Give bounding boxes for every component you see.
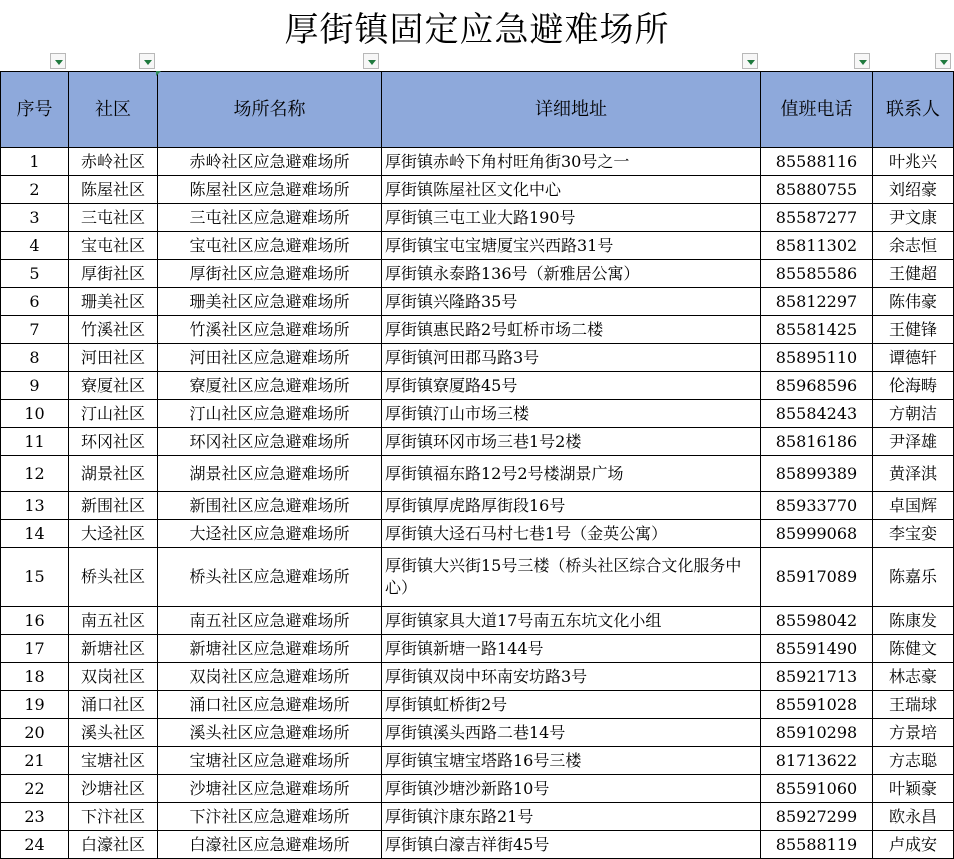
cell-site-name[interactable]: 宝塘社区应急避难场所 (158, 747, 382, 775)
cell-address[interactable]: 厚街镇陈屋社区文化中心 (382, 176, 761, 204)
cell-contact[interactable]: 尹泽雄 (873, 428, 954, 456)
cell-community[interactable]: 新塘社区 (69, 635, 158, 663)
cell-contact[interactable]: 谭德轩 (873, 344, 954, 372)
table-header-row (1, 72, 954, 148)
cell-index[interactable]: 18 (1, 663, 69, 691)
cell-site-name[interactable]: 赤岭社区应急避难场所 (158, 148, 382, 176)
cell-community[interactable]: 厚街社区 (69, 260, 158, 288)
cell-community[interactable]: 涌口社区 (69, 691, 158, 719)
cell-site-name[interactable]: 环冈社区应急避难场所 (158, 428, 382, 456)
cell-contact[interactable]: 叶颖豪 (873, 775, 954, 803)
col-header-site-name[interactable]: 场所名称 (158, 72, 382, 148)
cell-index[interactable]: 7 (1, 316, 69, 344)
cell-phone[interactable]: 85816186 (761, 428, 873, 456)
cell-contact[interactable]: 王健锋 (873, 316, 954, 344)
cell-site-name[interactable]: 陈屋社区应急避难场所 (158, 176, 382, 204)
cell-site-name[interactable]: 南五社区应急避难场所 (158, 607, 382, 635)
cell-phone[interactable]: 85588119 (761, 831, 873, 859)
table-row (1, 260, 954, 288)
filter-dropdown-icon-col2[interactable] (139, 53, 155, 69)
cell-address[interactable]: 厚街镇家具大道17号南五东坑文化小组 (382, 607, 761, 635)
cell-index[interactable]: 23 (1, 803, 69, 831)
col-header-community[interactable]: 社区 (69, 72, 158, 148)
table-row (1, 607, 954, 635)
table-row (1, 316, 954, 344)
table-row (1, 548, 954, 607)
cell-contact[interactable]: 方景培 (873, 719, 954, 747)
cell-phone[interactable]: 85585586 (761, 260, 873, 288)
cell-contact[interactable]: 陈嘉乐 (873, 548, 954, 607)
table-row (1, 204, 954, 232)
cell-index[interactable]: 17 (1, 635, 69, 663)
cell-community[interactable]: 新围社区 (69, 492, 158, 520)
cell-site-name[interactable]: 厚街社区应急避难场所 (158, 260, 382, 288)
cell-contact[interactable]: 卢成安 (873, 831, 954, 859)
cell-contact[interactable]: 欧永昌 (873, 803, 954, 831)
cell-community[interactable]: 白濠社区 (69, 831, 158, 859)
cell-phone[interactable]: 85927299 (761, 803, 873, 831)
cell-index[interactable]: 14 (1, 520, 69, 548)
cell-site-name[interactable]: 珊美社区应急避难场所 (158, 288, 382, 316)
cell-community[interactable]: 溪头社区 (69, 719, 158, 747)
cell-site-name[interactable]: 三屯社区应急避难场所 (158, 204, 382, 232)
cell-comment-marker (156, 71, 161, 76)
cell-community[interactable]: 河田社区 (69, 344, 158, 372)
shelter-table (0, 71, 954, 859)
table-row (1, 148, 954, 176)
cell-phone[interactable]: 85591028 (761, 691, 873, 719)
filter-dropdown-icon-col5[interactable] (854, 53, 870, 69)
cell-phone[interactable]: 85968596 (761, 372, 873, 400)
cell-address[interactable]: 厚街镇厚虎路厚街段16号 (382, 492, 761, 520)
cell-site-name[interactable]: 新围社区应急避难场所 (158, 492, 382, 520)
cell-phone[interactable]: 85812297 (761, 288, 873, 316)
table-row (1, 803, 954, 831)
cell-address[interactable]: 厚街镇河田郡马路3号 (382, 344, 761, 372)
cell-index[interactable]: 13 (1, 492, 69, 520)
cell-index[interactable]: 20 (1, 719, 69, 747)
cell-index[interactable]: 12 (1, 456, 69, 492)
cell-index[interactable]: 3 (1, 204, 69, 232)
cell-site-name[interactable]: 下汴社区应急避难场所 (158, 803, 382, 831)
cell-community[interactable]: 汀山社区 (69, 400, 158, 428)
cell-address[interactable]: 厚街镇汴康东路21号 (382, 803, 761, 831)
table-row (1, 775, 954, 803)
cell-contact[interactable]: 王健超 (873, 260, 954, 288)
cell-site-name[interactable]: 涌口社区应急避难场所 (158, 691, 382, 719)
cell-phone[interactable]: 85921713 (761, 663, 873, 691)
cell-index[interactable]: 6 (1, 288, 69, 316)
cell-index[interactable]: 15 (1, 548, 69, 607)
table-row (1, 520, 954, 548)
cell-site-name[interactable]: 大迳社区应急避难场所 (158, 520, 382, 548)
table-row (1, 635, 954, 663)
table-row (1, 747, 954, 775)
cell-phone[interactable]: 85588116 (761, 148, 873, 176)
cell-contact[interactable]: 李宝娈 (873, 520, 954, 548)
cell-community[interactable]: 桥头社区 (69, 548, 158, 607)
cell-phone[interactable]: 85910298 (761, 719, 873, 747)
cell-site-name[interactable]: 溪头社区应急避难场所 (158, 719, 382, 747)
cell-address[interactable]: 厚街镇三屯工业大路190号 (382, 204, 761, 232)
table-row (1, 428, 954, 456)
cell-index[interactable]: 11 (1, 428, 69, 456)
cell-phone[interactable]: 85591060 (761, 775, 873, 803)
table-row (1, 372, 954, 400)
table-row (1, 663, 954, 691)
cell-contact[interactable]: 伦海畴 (873, 372, 954, 400)
cell-contact[interactable]: 叶兆兴 (873, 148, 954, 176)
cell-phone[interactable]: 85587277 (761, 204, 873, 232)
cell-site-name[interactable]: 宝屯社区应急避难场所 (158, 232, 382, 260)
cell-site-name[interactable]: 桥头社区应急避难场所 (158, 548, 382, 607)
filter-row (0, 52, 954, 71)
cell-contact[interactable]: 刘绍豪 (873, 176, 954, 204)
cell-address[interactable]: 厚街镇赤岭下角村旺角街30号之一 (382, 148, 761, 176)
col-header-index[interactable]: 序号 (1, 72, 69, 148)
cell-contact[interactable]: 方志聪 (873, 747, 954, 775)
col-header-address[interactable]: 详细地址 (382, 72, 761, 148)
sheet-title: 厚街镇固定应急避难场所 (284, 9, 670, 50)
filter-dropdown-icon-col6[interactable] (935, 53, 951, 69)
cell-community[interactable]: 宝屯社区 (69, 232, 158, 260)
cell-address[interactable]: 厚街镇新塘一路144号 (382, 635, 761, 663)
cell-phone[interactable]: 85584243 (761, 400, 873, 428)
table-row (1, 831, 954, 859)
cell-address[interactable]: 厚街镇环冈市场三巷1号2楼 (382, 428, 761, 456)
cell-address[interactable]: 厚街镇白濠吉祥街45号 (382, 831, 761, 859)
cell-index[interactable]: 8 (1, 344, 69, 372)
table-row (1, 691, 954, 719)
cell-address[interactable]: 厚街镇永泰路136号（新雅居公寓） (382, 260, 761, 288)
cell-community[interactable]: 环冈社区 (69, 428, 158, 456)
cell-community[interactable]: 陈屋社区 (69, 176, 158, 204)
cell-address[interactable]: 厚街镇寮厦路45号 (382, 372, 761, 400)
cell-contact[interactable]: 陈康发 (873, 607, 954, 635)
cell-community[interactable]: 南五社区 (69, 607, 158, 635)
cell-address[interactable]: 厚街镇惠民路2号虹桥市场二楼 (382, 316, 761, 344)
cell-community[interactable]: 宝塘社区 (69, 747, 158, 775)
table-row (1, 719, 954, 747)
cell-address[interactable]: 厚街镇宝塘宝塔路16号三楼 (382, 747, 761, 775)
cell-phone[interactable]: 85581425 (761, 316, 873, 344)
cell-phone[interactable]: 85591490 (761, 635, 873, 663)
cell-contact[interactable]: 卓国辉 (873, 492, 954, 520)
cell-index[interactable]: 4 (1, 232, 69, 260)
cell-phone[interactable]: 85811302 (761, 232, 873, 260)
cell-contact[interactable]: 王瑞球 (873, 691, 954, 719)
cell-contact[interactable]: 陈健文 (873, 635, 954, 663)
cell-site-name[interactable]: 新塘社区应急避难场所 (158, 635, 382, 663)
table-row (1, 344, 954, 372)
cell-index[interactable]: 1 (1, 148, 69, 176)
cell-index[interactable]: 21 (1, 747, 69, 775)
cell-address[interactable]: 厚街镇汀山市场三楼 (382, 400, 761, 428)
cell-index[interactable]: 19 (1, 691, 69, 719)
cell-community[interactable]: 竹溪社区 (69, 316, 158, 344)
table-row (1, 400, 954, 428)
cell-community[interactable]: 下汴社区 (69, 803, 158, 831)
cell-address[interactable]: 厚街镇兴隆路35号 (382, 288, 761, 316)
cell-index[interactable]: 22 (1, 775, 69, 803)
cell-address[interactable]: 厚街镇大迳石马村七巷1号（金英公寓） (382, 520, 761, 548)
cell-index[interactable]: 16 (1, 607, 69, 635)
cell-community[interactable]: 大迳社区 (69, 520, 158, 548)
cell-phone[interactable]: 85917089 (761, 548, 873, 607)
cell-contact[interactable]: 余志恒 (873, 232, 954, 260)
cell-index[interactable]: 24 (1, 831, 69, 859)
cell-phone[interactable]: 85933770 (761, 492, 873, 520)
cell-community[interactable]: 赤岭社区 (69, 148, 158, 176)
cell-address[interactable]: 厚街镇福东路12号2号楼湖景广场 (382, 456, 761, 492)
cell-index[interactable]: 9 (1, 372, 69, 400)
cell-community[interactable]: 三屯社区 (69, 204, 158, 232)
cell-site-name[interactable]: 湖景社区应急避难场所 (158, 456, 382, 492)
cell-community[interactable]: 寮厦社区 (69, 372, 158, 400)
cell-site-name[interactable]: 汀山社区应急避难场所 (158, 400, 382, 428)
cell-community[interactable]: 双岗社区 (69, 663, 158, 691)
cell-phone[interactable]: 81713622 (761, 747, 873, 775)
cell-contact[interactable]: 林志豪 (873, 663, 954, 691)
cell-site-name[interactable]: 白濠社区应急避难场所 (158, 831, 382, 859)
cell-phone[interactable]: 85598042 (761, 607, 873, 635)
cell-index[interactable]: 10 (1, 400, 69, 428)
cell-site-name[interactable]: 寮厦社区应急避难场所 (158, 372, 382, 400)
cell-site-name[interactable]: 沙塘社区应急避难场所 (158, 775, 382, 803)
cell-address[interactable]: 厚街镇溪头西路二巷14号 (382, 719, 761, 747)
cell-address[interactable]: 厚街镇大兴街15号三楼（桥头社区综合文化服务中心） (382, 548, 761, 607)
cell-site-name[interactable]: 竹溪社区应急避难场所 (158, 316, 382, 344)
table-row (1, 456, 954, 492)
cell-phone[interactable]: 85999068 (761, 520, 873, 548)
cell-contact[interactable]: 黄泽淇 (873, 456, 954, 492)
table-row (1, 232, 954, 260)
cell-community[interactable]: 湖景社区 (69, 456, 158, 492)
cell-phone[interactable]: 85895110 (761, 344, 873, 372)
filter-dropdown-icon-col3[interactable] (363, 53, 379, 69)
filter-dropdown-icon-col1[interactable] (50, 53, 66, 69)
cell-address[interactable]: 厚街镇双岗中环南安坊路3号 (382, 663, 761, 691)
cell-contact[interactable]: 方朝洁 (873, 400, 954, 428)
cell-index[interactable]: 5 (1, 260, 69, 288)
cell-address[interactable]: 厚街镇沙塘沙新路10号 (382, 775, 761, 803)
cell-address[interactable]: 厚街镇宝屯宝塘厦宝兴西路31号 (382, 232, 761, 260)
cell-address[interactable]: 厚街镇虹桥街2号 (382, 691, 761, 719)
cell-phone[interactable]: 85880755 (761, 176, 873, 204)
col-header-phone[interactable]: 值班电话 (761, 72, 873, 148)
cell-site-name[interactable]: 河田社区应急避难场所 (158, 344, 382, 372)
cell-phone[interactable]: 85899389 (761, 456, 873, 492)
table-row (1, 176, 954, 204)
cell-index[interactable]: 2 (1, 176, 69, 204)
filter-dropdown-icon-col4[interactable] (742, 53, 758, 69)
table-row (1, 492, 954, 520)
cell-site-name[interactable]: 双岗社区应急避难场所 (158, 663, 382, 691)
cell-contact[interactable]: 尹文康 (873, 204, 954, 232)
col-header-contact[interactable]: 联系人 (873, 72, 954, 148)
cell-community[interactable]: 沙塘社区 (69, 775, 158, 803)
table-row (1, 288, 954, 316)
cell-community[interactable]: 珊美社区 (69, 288, 158, 316)
cell-contact[interactable]: 陈伟豪 (873, 288, 954, 316)
